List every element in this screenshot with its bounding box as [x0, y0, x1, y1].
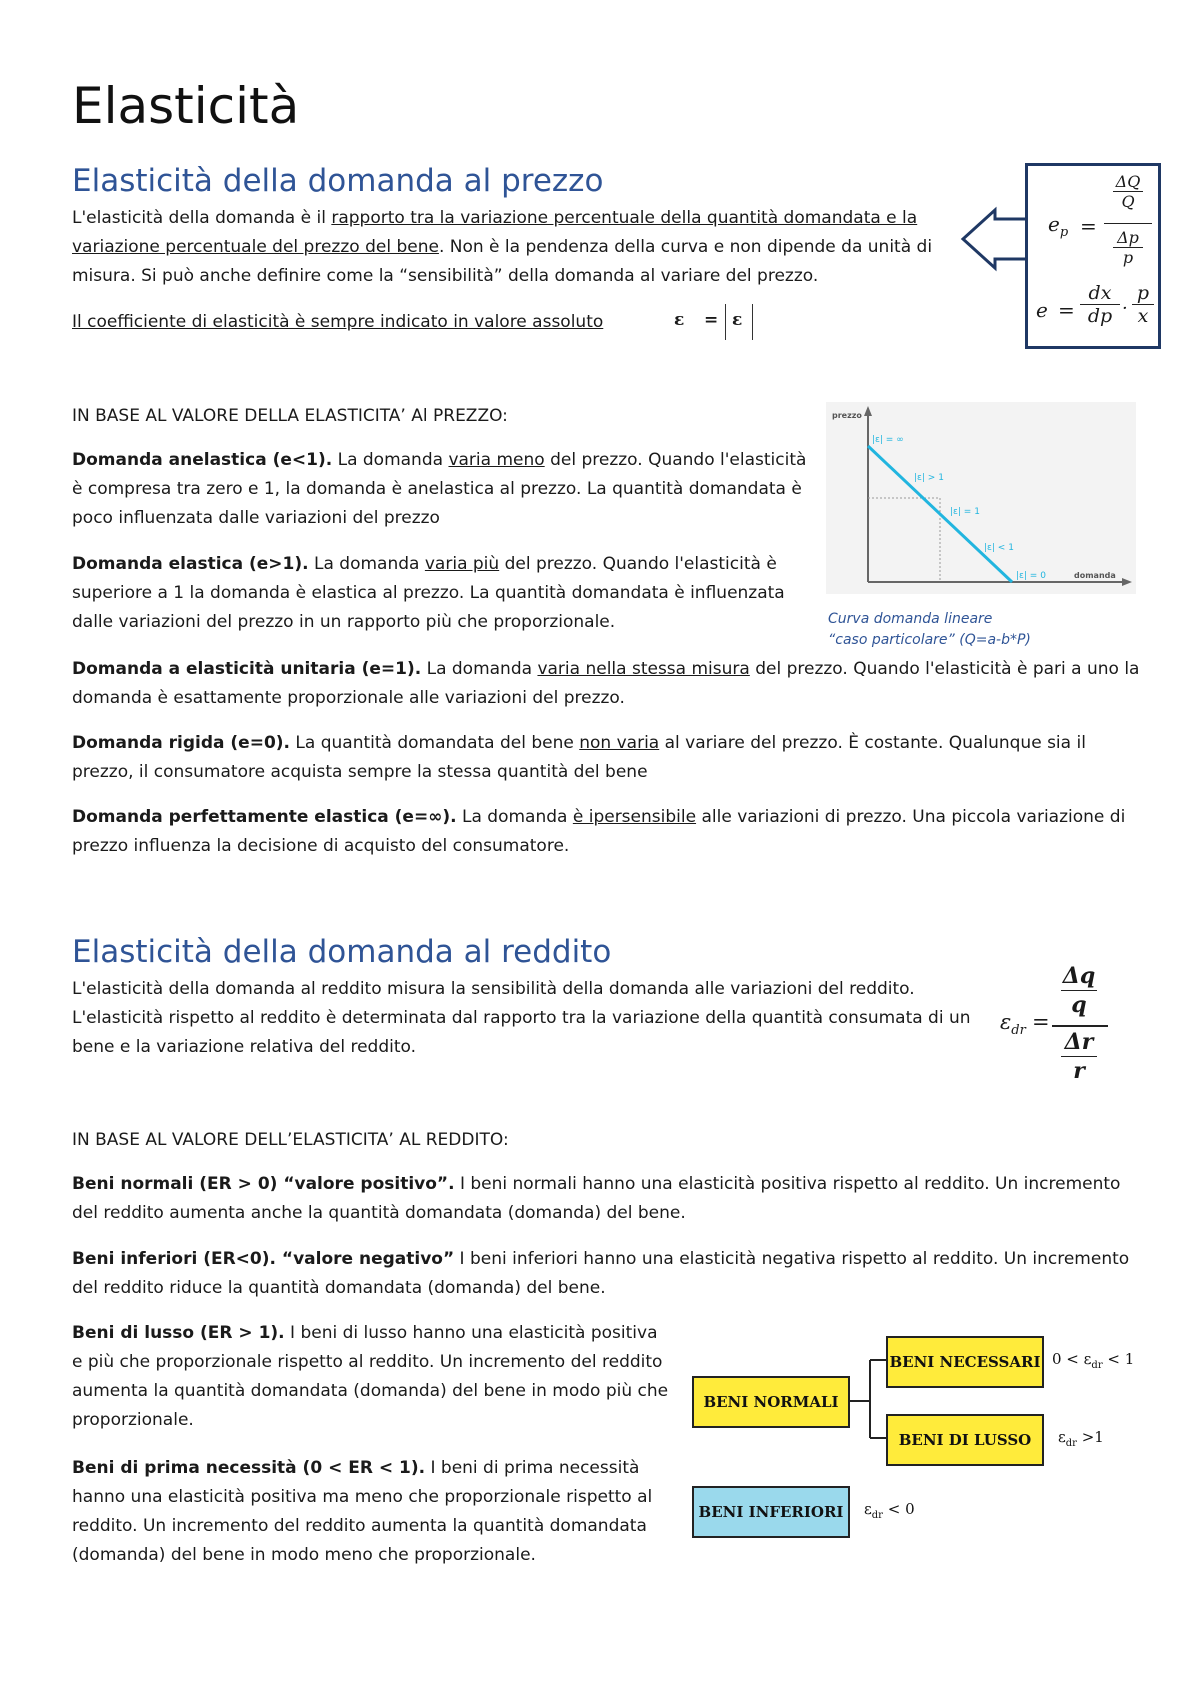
- rule-necessary-goods: $0 < \varepsilon_{dr} < 1$: [1052, 1350, 1135, 1371]
- box-normal-goods: BENI NORMALI: [692, 1376, 850, 1428]
- price-elasticity-intro: L'elasticità della domanda è il rapporto tra la variazione percentuale della quantità domandata e la variazione percentuale del prezzo del bene. Non è la pendenza della curva e non dipende da unità di misura. Si può anche definire come la “sensibilità” della domanda al variare del prezzo.: [72, 208, 933, 286]
- chart-label-elastic: |ε| > 1: [914, 473, 944, 483]
- chart-label-rigid: |ε| = 0: [1016, 571, 1046, 581]
- item-unitary-demand: Domanda a elasticità unitaria (e=1). La domanda varia nella stessa misura del prezzo. Quando l'elasticità è pari a uno la domanda è esattamente proporzionale alle variazioni del prezzo.: [72, 659, 1140, 708]
- item-inferior-goods: Beni inferiori (ER<0). “valore negativo” I beni inferiori hanno una elasticità negativa rispetto al reddito. Un incremento del reddito riduce la quantità domandata (domanda) del bene.: [72, 1249, 1130, 1298]
- income-list-heading: IN BASE AL VALORE DELL’ELASTICITA’ AL REDDITO:: [72, 1130, 509, 1150]
- item-rigid-demand: Domanda rigida (e=0). La quantità domandata del bene non varia al variare del prezzo. È costante. Qualunque sia il prezzo, il consumatore acquista sempre la stessa quantità del bene: [72, 733, 1086, 782]
- page-title: Elasticità: [72, 77, 300, 135]
- item-perfectly-elastic-demand: Domanda perfettamente elastica (e=∞). La domanda è ipersensibile alle variazioni di prezzo. Una piccola variazione di prezzo influenza la decisione di acquisto del consumatore.: [72, 807, 1126, 856]
- rule-inferior-goods: $\varepsilon_{dr} < 0$: [864, 1500, 915, 1521]
- rule-luxury-goods: $\varepsilon_{dr} >1$: [1058, 1428, 1104, 1449]
- section-heading-price: Elasticità della domanda al prezzo: [72, 163, 604, 199]
- box-luxury-goods: BENI DI LUSSO: [886, 1414, 1044, 1466]
- chart-label-inelastic: |ε| < 1: [984, 543, 1014, 553]
- box-inferior-goods: BENI INFERIORI: [692, 1486, 850, 1538]
- item-elastic-demand: Domanda elastica (e>1). La domanda varia più del prezzo. Quando l'elasticità è superiore a 1 la domanda è elastica al prezzo. La quantità domandata è influenzata dalle variazioni del prezzo in un rapporto più che proporzionale.: [72, 554, 785, 632]
- income-elasticity-intro: L'elasticità della domanda al reddito misura la sensibilità della domanda alle variazioni del reddito. L'elasticità rispetto al reddito è determinata dal rapporto tra la variazione della quantità consumata di un bene e la variazione relativa del reddito.: [72, 979, 971, 1057]
- chart-label-infinite: |ε| = ∞: [872, 435, 904, 445]
- price-elasticity-formula-box: $e_p$ = ΔQ Q Δp p e = dx dp · p x: [1025, 163, 1161, 349]
- section-heading-income: Elasticità della domanda al reddito: [72, 934, 612, 970]
- linear-demand-chart: [826, 402, 1136, 594]
- price-list-heading: IN BASE AL VALORE DELLA ELASTICITA’ Al PREZZO:: [72, 406, 508, 426]
- box-necessary-goods: BENI NECESSARI: [886, 1336, 1044, 1388]
- income-elasticity-formula: $\varepsilon_{dr}$ = Δq q Δr r: [1000, 962, 1110, 1092]
- chart-y-axis-label: prezzo: [832, 411, 862, 420]
- item-necessity-goods: Beni di prima necessità (0 < ER < 1). I beni di prima necessità hanno una elasticità positiva ma meno che proporzionale rispetto al reddito. Un incremento del reddito aumenta la quantità domandata (domanda) del bene in modo meno che proporzionale.: [72, 1458, 653, 1565]
- item-inelastic-demand: Domanda anelastica (e<1). La domanda varia meno del prezzo. Quando l'elasticità è compresa tra zero e 1, la domanda è anelastica al prezzo. La quantità domandata è poco influenzata dalle variazioni del prezzo: [72, 450, 807, 528]
- item-normal-goods: Beni normali (ER > 0) “valore positivo”. I beni normali hanno una elasticità positiva rispetto al reddito. Un incremento del reddito aumenta anche la quantità domandata (domanda) del bene.: [72, 1174, 1121, 1223]
- absolute-value-formula: ε = ε: [670, 302, 760, 342]
- chart-x-axis-label: domanda: [1074, 571, 1116, 580]
- chart-label-unitary: |ε| = 1: [950, 507, 980, 517]
- chart-caption: Curva domanda lineare “caso particolare” (Q=a-b*P): [828, 611, 1031, 648]
- coefficient-note: Il coefficiente di elasticità è sempre indicato in valore assoluto: [72, 312, 604, 332]
- item-luxury-goods: Beni di lusso (ER > 1). I beni di lusso hanno una elasticità positiva e più che proporzionale rispetto al reddito. Un incremento del reddito aumenta la quantità domandata (domanda) del bene in modo più che proporzionale.: [72, 1323, 669, 1430]
